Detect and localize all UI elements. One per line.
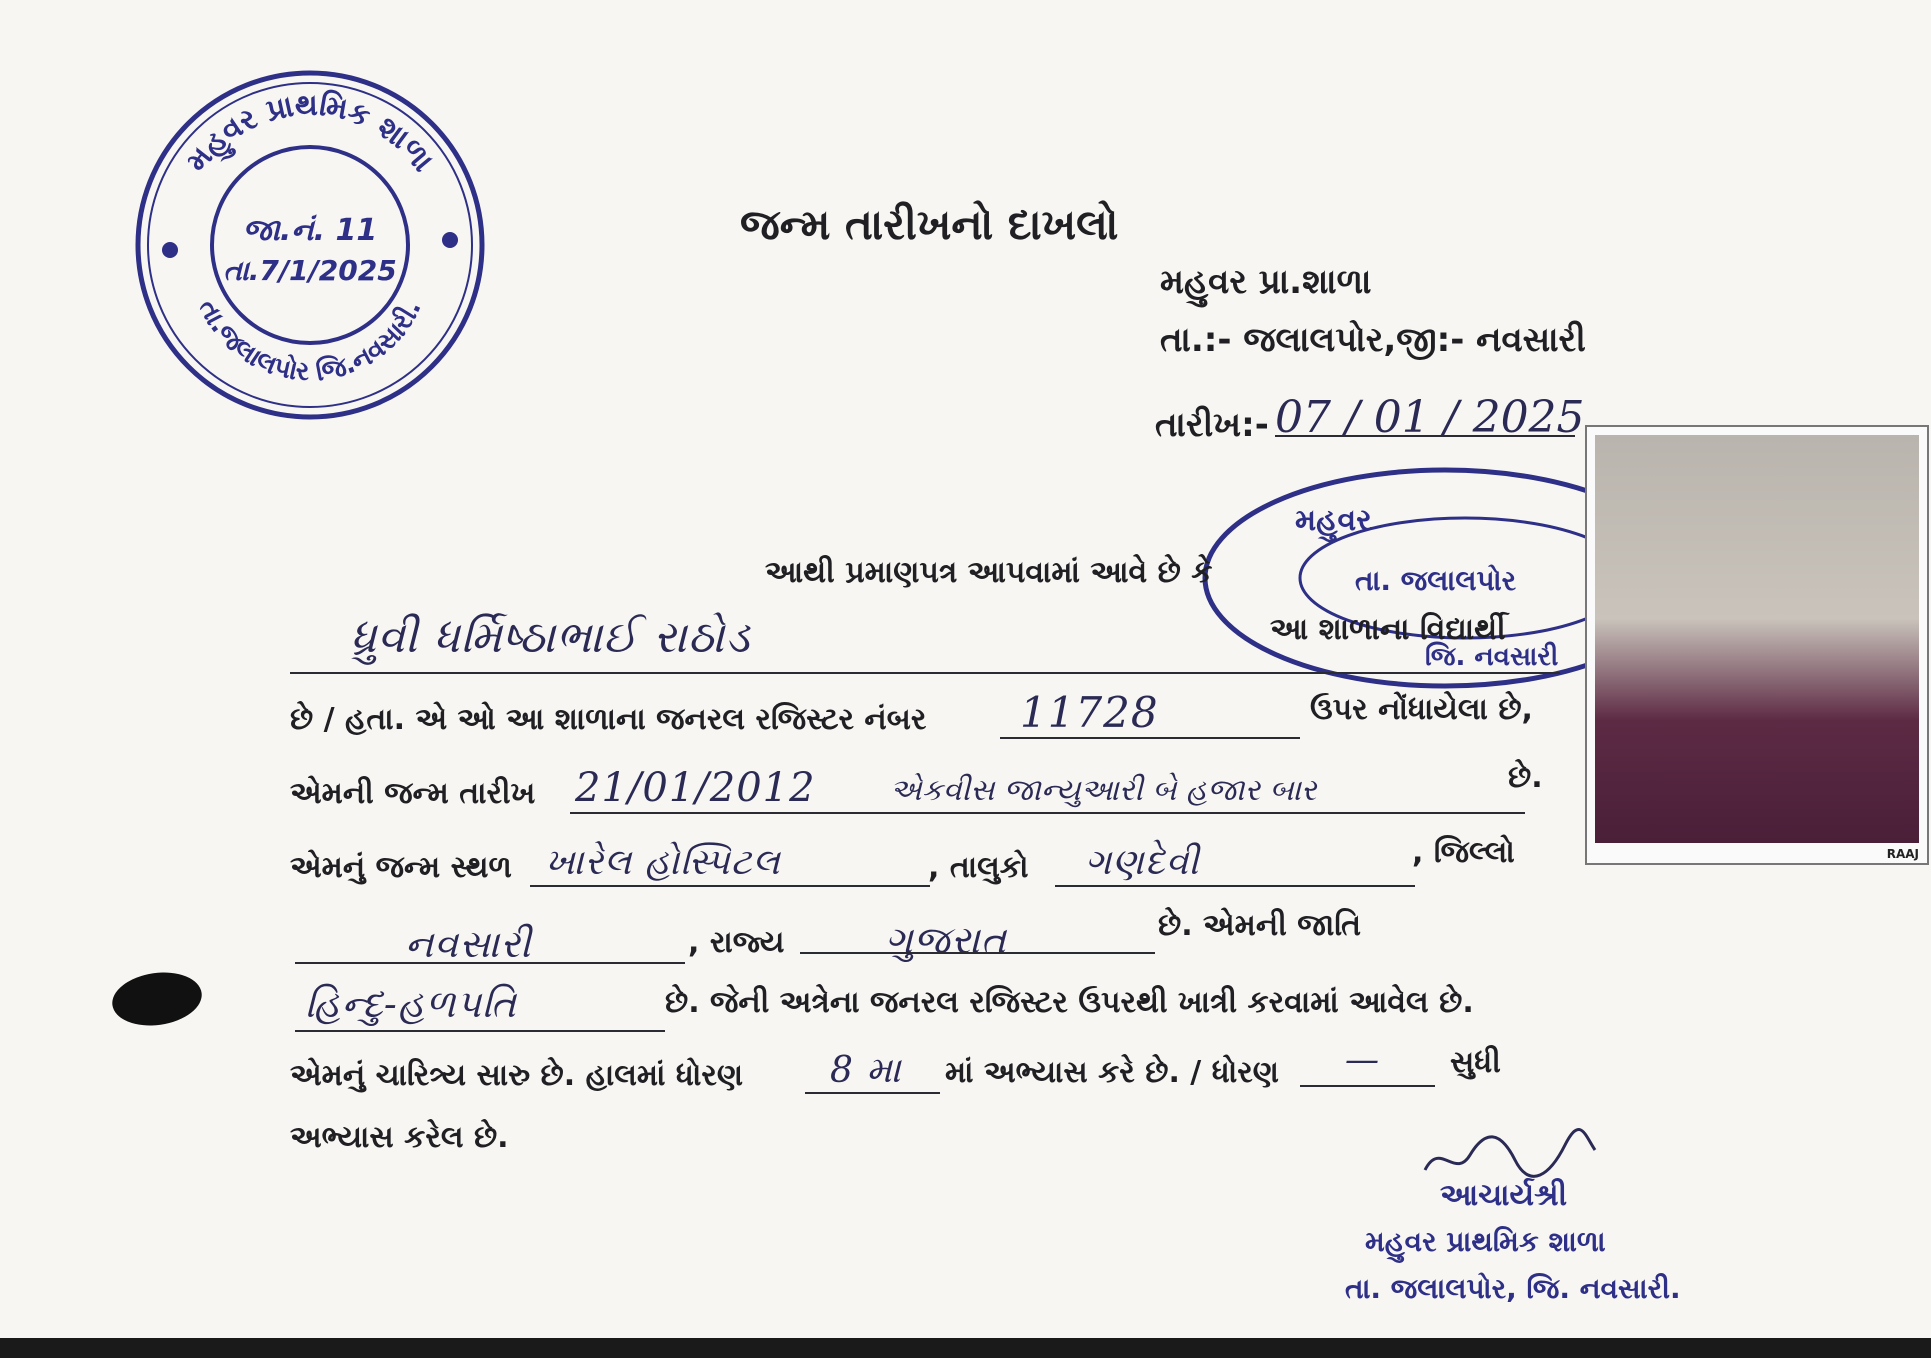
student-photo-image <box>1595 435 1919 843</box>
state-label: , રાજ્ય <box>688 925 785 960</box>
line3-suffix: છે. <box>1508 760 1543 795</box>
standard-underline <box>805 1092 940 1094</box>
certificate-title: જન્મ તારીખનો દાખલો <box>740 200 1119 249</box>
caste-label: છે. એમની જાતિ <box>1158 908 1361 943</box>
line7-prefix: એમનું ચારિત્ર્ય સારુ છે. હાલમાં ધોરણ <box>290 1058 744 1093</box>
line2-suffix: ઉપર નોંધાયેલા છે, <box>1310 692 1533 727</box>
date-underline <box>1275 435 1575 437</box>
standard-until-value: — <box>1345 1040 1379 1080</box>
stamp-inner-line2: તા.7/1/2025 <box>223 254 397 287</box>
ink-blot <box>109 967 205 1031</box>
birth-place-underline <box>530 885 930 887</box>
intro-continuation: આ શાળાના વિદ્યાર્થી <box>1270 612 1506 647</box>
line7-middle: માં અભ્યાસ કરે છે. / ધોરણ <box>945 1055 1279 1090</box>
stamp-flower-icon <box>442 232 458 248</box>
birth-date-underline <box>570 812 1525 814</box>
district-underline <box>295 962 685 964</box>
birth-place-value: ખારેલ હોસ્પિટલ <box>545 842 781 883</box>
stamp-flower-icon <box>162 242 178 258</box>
district-label: , જિલ્લો <box>1412 835 1515 870</box>
student-name-value: ધ્રુવી ધર્મિષ્ઠાભાઈ રાઠોડ <box>350 612 751 663</box>
standard-until-underline <box>1300 1085 1435 1087</box>
oval-stamp-line3: જિ. નવસારી <box>1425 642 1559 672</box>
stamp-outer-text: મહુવર પ્રાથમિક શાળા <box>179 87 441 179</box>
date-label: તારીખ:- <box>1155 405 1269 445</box>
line2-prefix: છે / હતા. એ ઓ આ શાળાના જનરલ રજિસ્ટર નંબર <box>290 702 927 737</box>
signature-designation: આચાર્યશ્રી <box>1440 1178 1568 1213</box>
date-value: 07 / 01 / 2025 <box>1275 392 1585 443</box>
stamp-inner-line1: જા.નં. 11 <box>242 213 378 248</box>
school-name-header: મહુવર પ્રા.શાળા <box>1160 262 1372 302</box>
intro-line: આથી પ્રમાણપત્ર આપવામાં આવે છે કે <box>765 555 1213 590</box>
birth-date-value: 21/01/2012 <box>575 765 816 811</box>
line6-suffix: છે. જેની અત્રેના જનરલ રજિસ્ટર ઉપરથી ખાત્રી કરવામાં આવેલ છે. <box>665 985 1474 1020</box>
stamp-bottom-text: તા.જલાલપોર જિ.નવસારી. <box>192 294 428 388</box>
signature-school-location: તા. જલાલપોર, જિ. નવસારી. <box>1345 1272 1681 1305</box>
line7-suffix: સુધી <box>1450 1045 1501 1080</box>
taluka-label: , તાલુકો <box>928 850 1029 885</box>
caste-underline <box>295 1030 665 1032</box>
standard-value: 8 મા <box>830 1050 902 1091</box>
oval-stamp-line2: તા. જલાલપોર <box>1355 564 1517 597</box>
signature-school-name: મહુવર પ્રાથમિક શાળા <box>1365 1225 1606 1258</box>
taluka-underline <box>1055 885 1415 887</box>
oval-stamp-line1: મહુવર <box>1295 503 1372 538</box>
caste-value: હિન્દુ-હળપતિ <box>305 982 517 1026</box>
state-underline <box>800 952 1155 954</box>
line8-text: અભ્યાસ કરેલ છે. <box>290 1120 509 1155</box>
scan-bottom-edge <box>0 1338 1931 1358</box>
student-photo <box>1585 425 1929 865</box>
taluka-value: ગણદેવી <box>1085 842 1200 883</box>
student-name-underline <box>290 672 1560 674</box>
school-location-header: તા.:- જલાલપોર,જી:- નવસારી <box>1160 320 1586 360</box>
birth-date-words-value: એકવીસ જાન્યુઆરી બે હજાર બાર <box>890 773 1317 808</box>
register-number-underline <box>1000 737 1300 739</box>
district-value: નવસારી <box>405 922 532 966</box>
line3-prefix: એમની જન્મ તારીખ <box>290 776 536 811</box>
register-number-value: 11728 <box>1020 688 1159 737</box>
round-school-stamp <box>120 55 500 435</box>
line4-prefix: એમનું જન્મ સ્થળ <box>290 850 512 885</box>
state-value: ગુજરાત <box>885 918 1007 962</box>
photo-caption: RAAJ <box>1886 847 1919 861</box>
